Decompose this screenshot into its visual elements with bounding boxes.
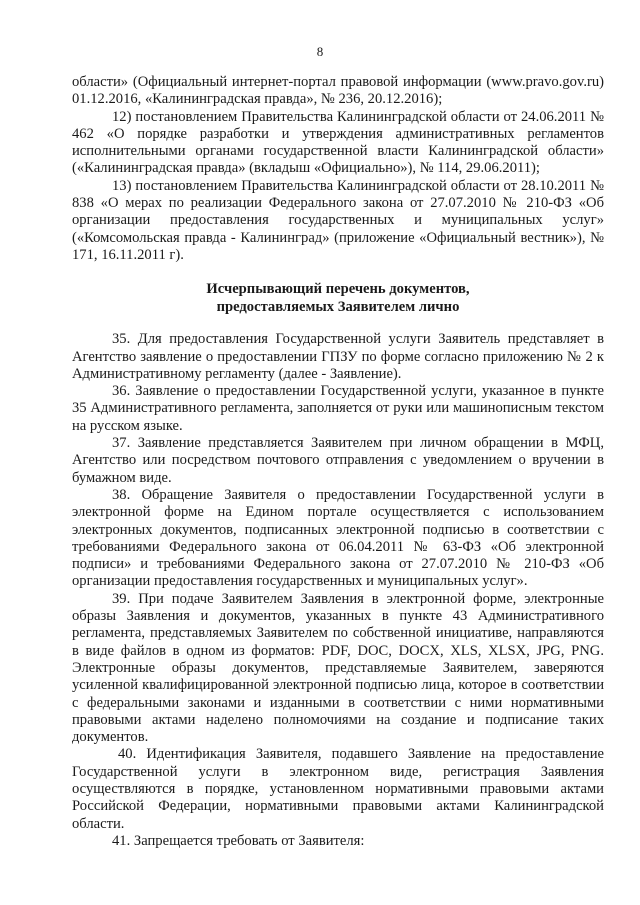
paragraph-37: 37. Заявление представляется Заявителем при личном обращении в МФЦ, Агентство или посредством почтового отправления с уведомлением о вручении в бумажном виде. (72, 435, 604, 486)
paragraph-36: 36. Заявление о предоставлении Государственной услуги, указанное в пункте 35 Административного регламента, заполняется от руки или машинописным текстом на русском языке. (72, 383, 604, 434)
section-heading (72, 281, 604, 316)
paragraph-continuation: области» (Официальный интернет-портал правовой информации (www.pravo.gov.ru) 01.12.2016, «Калининградская правда», № 236, 20.12.2016); (72, 74, 604, 108)
section-heading-line-2: предоставляемых Заявителем лично (216, 298, 460, 315)
paragraph-item-12: 12) постановлением Правительства Калининградской области от 24.06.2011 № 462 «О порядке разработки и утверждения административных регламентов исполнительными органами государственной власти Калининградской области» («Калининградская правда» (вкладыш «Официально»), № 114, 29.06.2011); (72, 108, 604, 177)
paragraph-item-13: 13) постановлением Правительства Калининградской области от 28.10.2011 № 838 «О мерах по реализации Федерального закона от 27.07.2010 № 210-ФЗ «Об организации предоставления государственных и муниципальных услуг» («Комсомольская правда - Калининград» (приложение «Официальный вестник»), № 171, 16.11.2011 г). (72, 177, 604, 263)
page-number: 8 (316, 44, 324, 59)
paragraph-40: 40. Идентификация Заявителя, подавшего Заявление на предоставление Государственной услуги в электронном виде, регистрация Заявления осуществляются в порядке, установленном нормативными правовыми актами Российской Федерации, нормативными правовыми актами Калининградской области. (72, 746, 604, 832)
paragraph-41: 41. Запрещается требовать от Заявителя: (112, 832, 365, 849)
paragraph-35: 35. Для предоставления Государственной услуги Заявитель представляет в Агентство заявление о предоставлении ГПЗУ по форме согласно приложению № 2 к Административному регламенту (далее - Заявление). (72, 331, 604, 382)
paragraph-39: 39. При подаче Заявителем Заявления в электронной форме, электронные образы Заявления и документов, указанных в пункте 43 Административного регламента, представляемых Заявителем по собственной инициативе, направляются в виде файлов в одном из форматов: PDF, DOC, DOCX, XLS, XLSX, JPG, PNG. Электронные образы документов, представляемые Заявителем, заверяются усиленной квалифицированной электронной подписью лица, которое в соответствии с федеральными законами и изданными в соответствии с ними нормативными правовыми актами наделено полномочиями на создание и подписание таких документов. (72, 590, 604, 746)
document-body (72, 74, 604, 850)
paragraph-38: 38. Обращение Заявителя о предоставлении Государственной услуги в электронной форме на Едином портале осуществляется с использованием электронных документов, подписанных электронной подписью в соответствии с требованиями Федерального закона от 06.04.2011 № 63-ФЗ «Об электронной подписи» и требованиями Федерального закона от 27.07.2010 № 210-ФЗ «Об организации предоставления государственных и муниципальных услуг». (72, 486, 604, 590)
section-heading-line-1: Исчерпывающий перечень документов, (206, 281, 470, 298)
